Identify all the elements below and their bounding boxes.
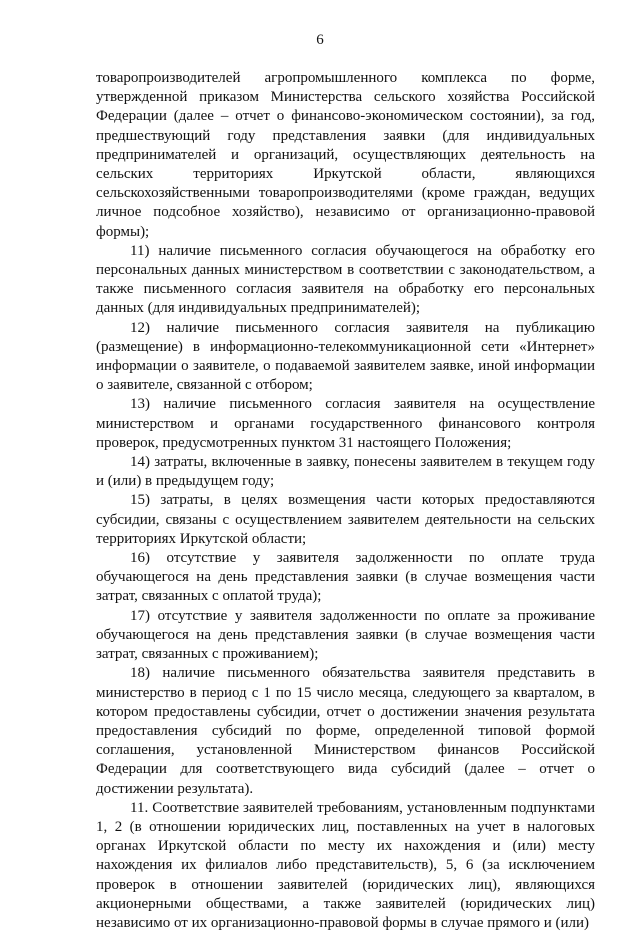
document-body (96, 69, 595, 933)
paragraph-item-17: 17) отсутствие у заявителя задолженности по оплате за проживание обучающегося на день представления заявки (в случае возмещения части затрат, связанных с проживанием); (96, 607, 595, 663)
paragraph-item-15: 15) затраты, в целях возмещения части которых предоставляются субсидии, связаны с осуществлением заявителем деятельности на сельских территориях Иркутской области; (96, 492, 595, 547)
paragraph-item-14: 14) затраты, включенные в заявку, понесены заявителем в текущем году и (или) в предыдущем году; (96, 454, 595, 490)
page-number: 6 (316, 32, 324, 48)
paragraph-item-18: 18) наличие письменного обязательства заявителя представить в министерство в период с 1 по 15 число месяца, следующего за кварталом, в котором предоставлены субсидии, отчет о достижении значения результата предоставления субсидий по форме, определенной типовой формой соглашения, установленной Министерством финансов Российской Федерации для соответствующего вида субсидий (далее – отчет о достижении результата). (96, 665, 595, 797)
paragraph-item-13: 13) наличие письменного согласия заявителя на осуществление министерством и органами государственного финансового контроля проверок, предусмотренных пунктом 31 настоящего Положения; (96, 396, 595, 451)
paragraph-section-11: 11. Соответствие заявителей требованиям, установленным подпунктами 1, 2 (в отношении юридических лиц, поставленных на учет в налоговых органах Иркутской области по месту их нахождения и (или) месту нахождения их филиалов либо представительств), 5, 6 (за исключением проверок в отношении заявителей (юридических лиц), являющихся акционерными обществами, а также заявителей (юридических лиц) независимо от их организационно-правовой формы в случае прямого и (или) (96, 799, 595, 931)
paragraph-item-12: 12) наличие письменного согласия заявителя на публикацию (размещение) в информационно-телекоммуникационной сети «Интернет» информации о заявителе, о подаваемой заявителем заявке, иной информации о заявителе, связанной с отбором; (96, 319, 595, 394)
paragraph-continuation: товаропроизводителей агропромышленного комплекса по форме, утвержденной приказом Министерства сельского хозяйства Российской Федерации (далее – отчет о финансово-экономическом состоянии), за год, предшествующий году представления заявки (для индивидуальных предпринимателей и организаций, осуществляющих деятельность на сельских территориях Иркутской области, являющихся сельскохозяйственными товаропроизводителями (кроме граждан, ведущих личное подсобное хозяйство), независимо от организационно-правовой формы); (96, 70, 595, 240)
paragraph-item-11: 11) наличие письменного согласия обучающегося на обработку его персональных данных министерством в соответствии с законодательством, а также письменного согласия заявителя на обработку его персональных данных (для индивидуальных предпринимателей); (96, 242, 595, 317)
paragraph-item-16: 16) отсутствие у заявителя задолженности по оплате труда обучающегося на день представления заявки (в случае возмещения части затрат, связанных с оплатой труда); (96, 550, 595, 605)
